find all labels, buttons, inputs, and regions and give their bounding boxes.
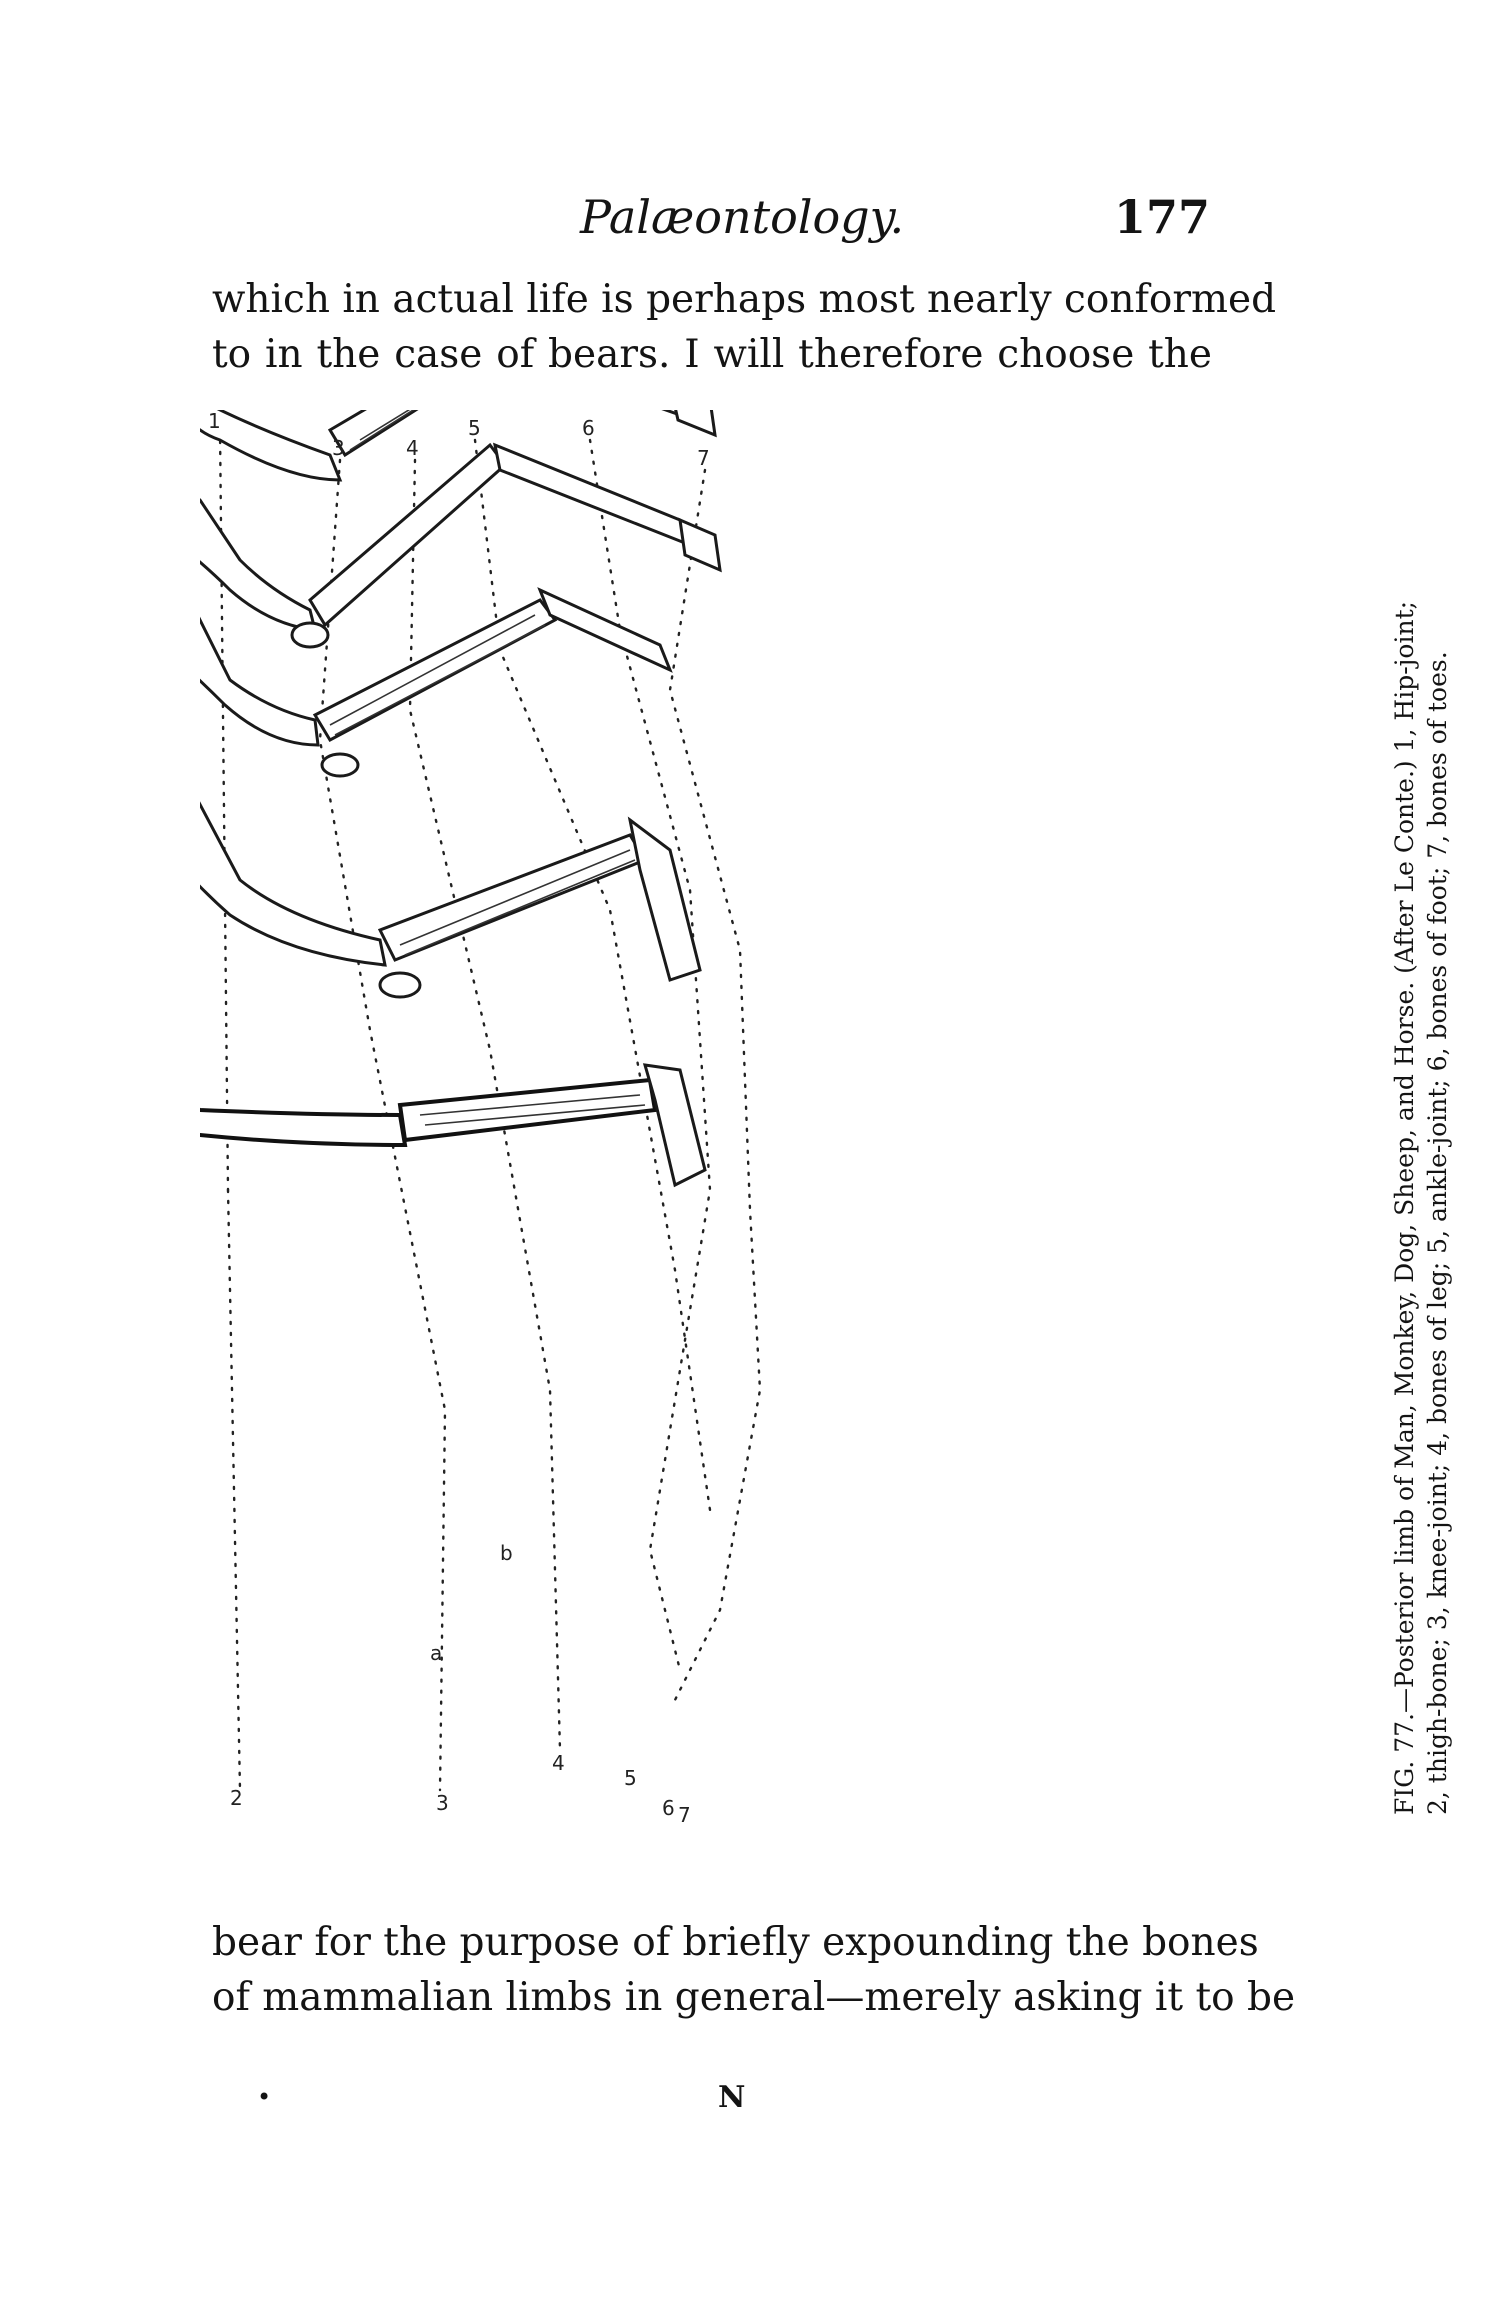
top-paragraph (212, 272, 1277, 382)
limb-skeleton-figure (200, 410, 1452, 1880)
text-line: which in actual life is perhaps most nearly conformed (212, 277, 1277, 322)
figure-illustration (200, 410, 1250, 1880)
label-1: 1 (208, 410, 221, 433)
guide-line-thigh (228, 1190, 240, 1790)
text-line: to in the case of bears. I will therefore choose the (212, 332, 1212, 377)
label-b: b (500, 1541, 513, 1565)
caption-line: FIG. 77.—Posterior limb of Man, Monkey, Dog, Sheep, and Horse. (After Le Conte.) 1, Hip-joint; (1390, 600, 1419, 1815)
label-7-bottom: 7 (678, 1803, 691, 1827)
figure-caption (1388, 600, 1454, 1815)
caption-line: 2, thigh-bone; 3, knee-joint; 4, bones of leg; 5, ankle-joint; 6, bones of foot; 7, bones of toes. (1423, 651, 1452, 1815)
man-limb (200, 1065, 705, 1185)
horse-limb (200, 410, 715, 480)
page-header (200, 190, 1230, 260)
monkey-limb (200, 781, 700, 997)
label-5: 5 (468, 416, 481, 440)
label-3-bottom: 3 (436, 1791, 449, 1815)
label-2: 2 (230, 1786, 243, 1810)
label-4: 4 (406, 436, 419, 460)
page-number: 177 (1113, 190, 1210, 244)
bullet-mark: • (257, 2083, 272, 2111)
label-5-bottom: 5 (624, 1766, 637, 1790)
bottom-paragraph (212, 1915, 1296, 2025)
sheep-limb (200, 445, 720, 647)
label-3: 3 (332, 436, 345, 460)
running-title: Palæontology. (580, 190, 905, 244)
label-a: a (430, 1641, 443, 1665)
text-line: bear for the purpose of briefly expounding the bones (212, 1920, 1259, 1965)
label-6: 6 (582, 416, 595, 440)
signature-mark: N (718, 2080, 746, 2115)
label-4-bottom: 4 (552, 1751, 565, 1775)
label-7: 7 (697, 446, 710, 470)
label-6-bottom: 6 (662, 1796, 675, 1820)
text-line: of mammalian limbs in general—merely asking it to be (212, 1975, 1296, 2020)
